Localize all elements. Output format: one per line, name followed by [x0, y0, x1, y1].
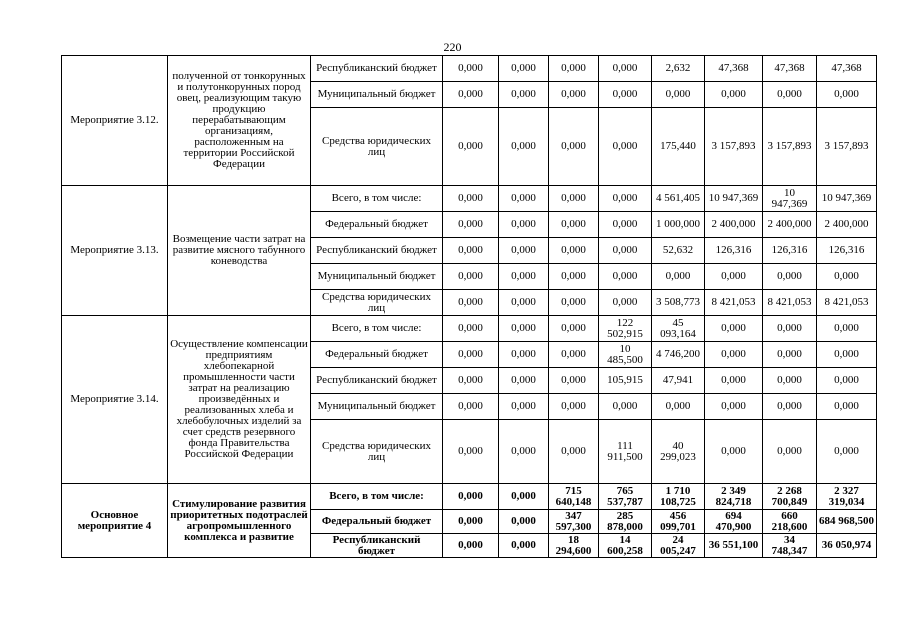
amount-cell: 0,000 [599, 82, 652, 108]
amount-cell: 285 878,000 [599, 510, 652, 534]
funding-source-cell: Средства юридических лиц [311, 108, 443, 186]
amount-cell: 0,000 [599, 108, 652, 186]
amount-cell: 0,000 [705, 368, 763, 394]
amount-cell: 10 947,369 [817, 186, 877, 212]
amount-cell: 0,000 [599, 290, 652, 316]
amount-cell: 0,000 [443, 108, 499, 186]
amount-cell: 660 218,600 [763, 510, 817, 534]
amount-cell: 0,000 [763, 82, 817, 108]
amount-cell: 0,000 [705, 316, 763, 342]
amount-cell: 0,000 [549, 108, 599, 186]
amount-cell: 0,000 [549, 394, 599, 420]
amount-cell: 3 157,893 [705, 108, 763, 186]
amount-cell: 0,000 [443, 264, 499, 290]
amount-cell: 126,316 [763, 238, 817, 264]
amount-cell: 111 911,500 [599, 420, 652, 484]
amount-cell: 4 746,200 [652, 342, 705, 368]
funding-source-cell: Средства юридических лиц [311, 420, 443, 484]
amount-cell: 10 485,500 [599, 342, 652, 368]
amount-cell: 0,000 [705, 420, 763, 484]
amount-cell: 0,000 [499, 264, 549, 290]
amount-cell: 0,000 [817, 82, 877, 108]
amount-cell: 0,000 [499, 186, 549, 212]
amount-cell: 456 099,701 [652, 510, 705, 534]
amount-cell: 3 157,893 [763, 108, 817, 186]
table-row [62, 316, 877, 342]
funding-source-cell: Муниципальный бюджет [311, 82, 443, 108]
event-description-cell: Возмещение части затрат на развитие мясного табунного коневодства [168, 186, 311, 316]
funding-source-cell: Муниципальный бюджет [311, 394, 443, 420]
amount-cell: 2 268 700,849 [763, 484, 817, 510]
amount-cell: 0,000 [499, 108, 549, 186]
amount-cell: 0,000 [763, 394, 817, 420]
amount-cell: 0,000 [499, 82, 549, 108]
funding-source-cell: Республиканский бюджет [311, 56, 443, 82]
event-name-cell: Основное мероприятие 4 [62, 484, 168, 558]
amount-cell: 0,000 [817, 342, 877, 368]
amount-cell: 0,000 [763, 316, 817, 342]
amount-cell: 694 470,900 [705, 510, 763, 534]
amount-cell: 2 327 319,034 [817, 484, 877, 510]
amount-cell: 2 400,000 [817, 212, 877, 238]
amount-cell: 0,000 [443, 212, 499, 238]
amount-cell: 0,000 [549, 264, 599, 290]
amount-cell: 1 710 108,725 [652, 484, 705, 510]
amount-cell: 0,000 [443, 82, 499, 108]
amount-cell: 36 551,100 [705, 534, 763, 558]
amount-cell: 0,000 [549, 212, 599, 238]
event-name-cell: Мероприятие 3.13. [62, 186, 168, 316]
amount-cell: 18 294,600 [549, 534, 599, 558]
event-name-cell: Мероприятие 3.12. [62, 56, 168, 186]
amount-cell: 2 349 824,718 [705, 484, 763, 510]
amount-cell: 105,915 [599, 368, 652, 394]
amount-cell: 0,000 [499, 212, 549, 238]
amount-cell: 0,000 [599, 394, 652, 420]
amount-cell: 3 157,893 [817, 108, 877, 186]
amount-cell: 40 299,023 [652, 420, 705, 484]
event-description-cell: Стимулирование развития приоритетных подотраслей агропромышленного комплекса и развитие [168, 484, 311, 558]
amount-cell: 126,316 [705, 238, 763, 264]
amount-cell: 0,000 [705, 264, 763, 290]
amount-cell: 36 050,974 [817, 534, 877, 558]
amount-cell: 0,000 [443, 420, 499, 484]
amount-cell: 347 597,300 [549, 510, 599, 534]
amount-cell: 0,000 [763, 420, 817, 484]
amount-cell: 0,000 [549, 420, 599, 484]
amount-cell: 0,000 [817, 420, 877, 484]
amount-cell: 0,000 [499, 368, 549, 394]
amount-cell: 2,632 [652, 56, 705, 82]
amount-cell: 0,000 [549, 368, 599, 394]
amount-cell: 0,000 [443, 238, 499, 264]
amount-cell: 0,000 [499, 510, 549, 534]
amount-cell: 34 748,347 [763, 534, 817, 558]
amount-cell: 0,000 [705, 82, 763, 108]
amount-cell: 0,000 [443, 186, 499, 212]
funding-source-cell: Средства юридических лиц [311, 290, 443, 316]
amount-cell: 0,000 [549, 56, 599, 82]
amount-cell: 175,440 [652, 108, 705, 186]
funding-source-cell: Федеральный бюджет [311, 212, 443, 238]
event-description-cell: полученной от тонкорунных и полутонкорунных пород овец, реализующим такую продукцию перерабатывающим организациям, расположенным на территории Российской Федерации [168, 56, 311, 186]
amount-cell: 47,368 [705, 56, 763, 82]
budget-table [61, 55, 877, 558]
amount-cell: 0,000 [443, 394, 499, 420]
amount-cell: 0,000 [549, 290, 599, 316]
amount-cell: 0,000 [443, 368, 499, 394]
amount-cell: 0,000 [599, 212, 652, 238]
amount-cell: 3 508,773 [652, 290, 705, 316]
funding-source-cell: Всего, в том числе: [311, 316, 443, 342]
amount-cell: 47,368 [817, 56, 877, 82]
amount-cell: 0,000 [443, 484, 499, 510]
amount-cell: 0,000 [549, 238, 599, 264]
amount-cell: 0,000 [443, 290, 499, 316]
amount-cell: 0,000 [652, 394, 705, 420]
amount-cell: 0,000 [499, 484, 549, 510]
amount-cell: 0,000 [443, 534, 499, 558]
amount-cell: 0,000 [599, 238, 652, 264]
amount-cell: 126,316 [817, 238, 877, 264]
amount-cell: 0,000 [499, 290, 549, 316]
amount-cell: 8 421,053 [763, 290, 817, 316]
amount-cell: 8 421,053 [817, 290, 877, 316]
amount-cell: 47,368 [763, 56, 817, 82]
amount-cell: 2 400,000 [763, 212, 817, 238]
table-row [62, 484, 877, 510]
amount-cell: 0,000 [499, 534, 549, 558]
amount-cell: 14 600,258 [599, 534, 652, 558]
funding-source-cell: Муниципальный бюджет [311, 264, 443, 290]
table-row [62, 186, 877, 212]
amount-cell: 0,000 [652, 264, 705, 290]
amount-cell: 0,000 [549, 186, 599, 212]
funding-source-cell: Республиканский бюджет [311, 238, 443, 264]
amount-cell: 0,000 [443, 342, 499, 368]
funding-source-cell: Всего, в том числе: [311, 186, 443, 212]
amount-cell: 0,000 [443, 316, 499, 342]
amount-cell: 45 093,164 [652, 316, 705, 342]
amount-cell: 0,000 [705, 342, 763, 368]
amount-cell: 8 421,053 [705, 290, 763, 316]
amount-cell: 0,000 [499, 394, 549, 420]
amount-cell: 0,000 [705, 394, 763, 420]
amount-cell: 0,000 [817, 368, 877, 394]
table-row [62, 56, 877, 82]
amount-cell: 52,632 [652, 238, 705, 264]
funding-source-cell: Всего, в том числе: [311, 484, 443, 510]
amount-cell: 0,000 [549, 316, 599, 342]
amount-cell: 0,000 [499, 56, 549, 82]
amount-cell: 0,000 [599, 56, 652, 82]
amount-cell: 0,000 [549, 82, 599, 108]
amount-cell: 0,000 [763, 342, 817, 368]
amount-cell: 0,000 [817, 394, 877, 420]
amount-cell: 0,000 [817, 316, 877, 342]
amount-cell: 10 947,369 [705, 186, 763, 212]
amount-cell: 715 640,148 [549, 484, 599, 510]
amount-cell: 0,000 [499, 238, 549, 264]
amount-cell: 0,000 [499, 342, 549, 368]
amount-cell: 0,000 [499, 420, 549, 484]
funding-source-cell: Федеральный бюджет [311, 510, 443, 534]
amount-cell: 10 947,369 [763, 186, 817, 212]
amount-cell: 0,000 [763, 264, 817, 290]
amount-cell: 0,000 [549, 342, 599, 368]
funding-source-cell: Федеральный бюджет [311, 342, 443, 368]
amount-cell: 684 968,500 [817, 510, 877, 534]
event-description-cell: Осуществление компенсации предприятиям хлебопекарной промышленности части затрат на реализацию произведённых и реализованных хлеба и хлебобулочных изделий за счет средств резервного фонда Правительства Российской Федерации [168, 316, 311, 484]
amount-cell: 24 005,247 [652, 534, 705, 558]
amount-cell: 0,000 [499, 316, 549, 342]
funding-source-cell: Республиканский бюджет [311, 534, 443, 558]
amount-cell: 0,000 [652, 82, 705, 108]
amount-cell: 765 537,787 [599, 484, 652, 510]
amount-cell: 122 502,915 [599, 316, 652, 342]
amount-cell: 4 561,405 [652, 186, 705, 212]
page-number: 220 [443, 40, 462, 54]
amount-cell: 0,000 [599, 186, 652, 212]
amount-cell: 0,000 [443, 510, 499, 534]
funding-source-cell: Республиканский бюджет [311, 368, 443, 394]
amount-cell: 0,000 [599, 264, 652, 290]
amount-cell: 1 000,000 [652, 212, 705, 238]
amount-cell: 47,941 [652, 368, 705, 394]
amount-cell: 0,000 [817, 264, 877, 290]
amount-cell: 0,000 [763, 368, 817, 394]
event-name-cell: Мероприятие 3.14. [62, 316, 168, 484]
amount-cell: 2 400,000 [705, 212, 763, 238]
amount-cell: 0,000 [443, 56, 499, 82]
